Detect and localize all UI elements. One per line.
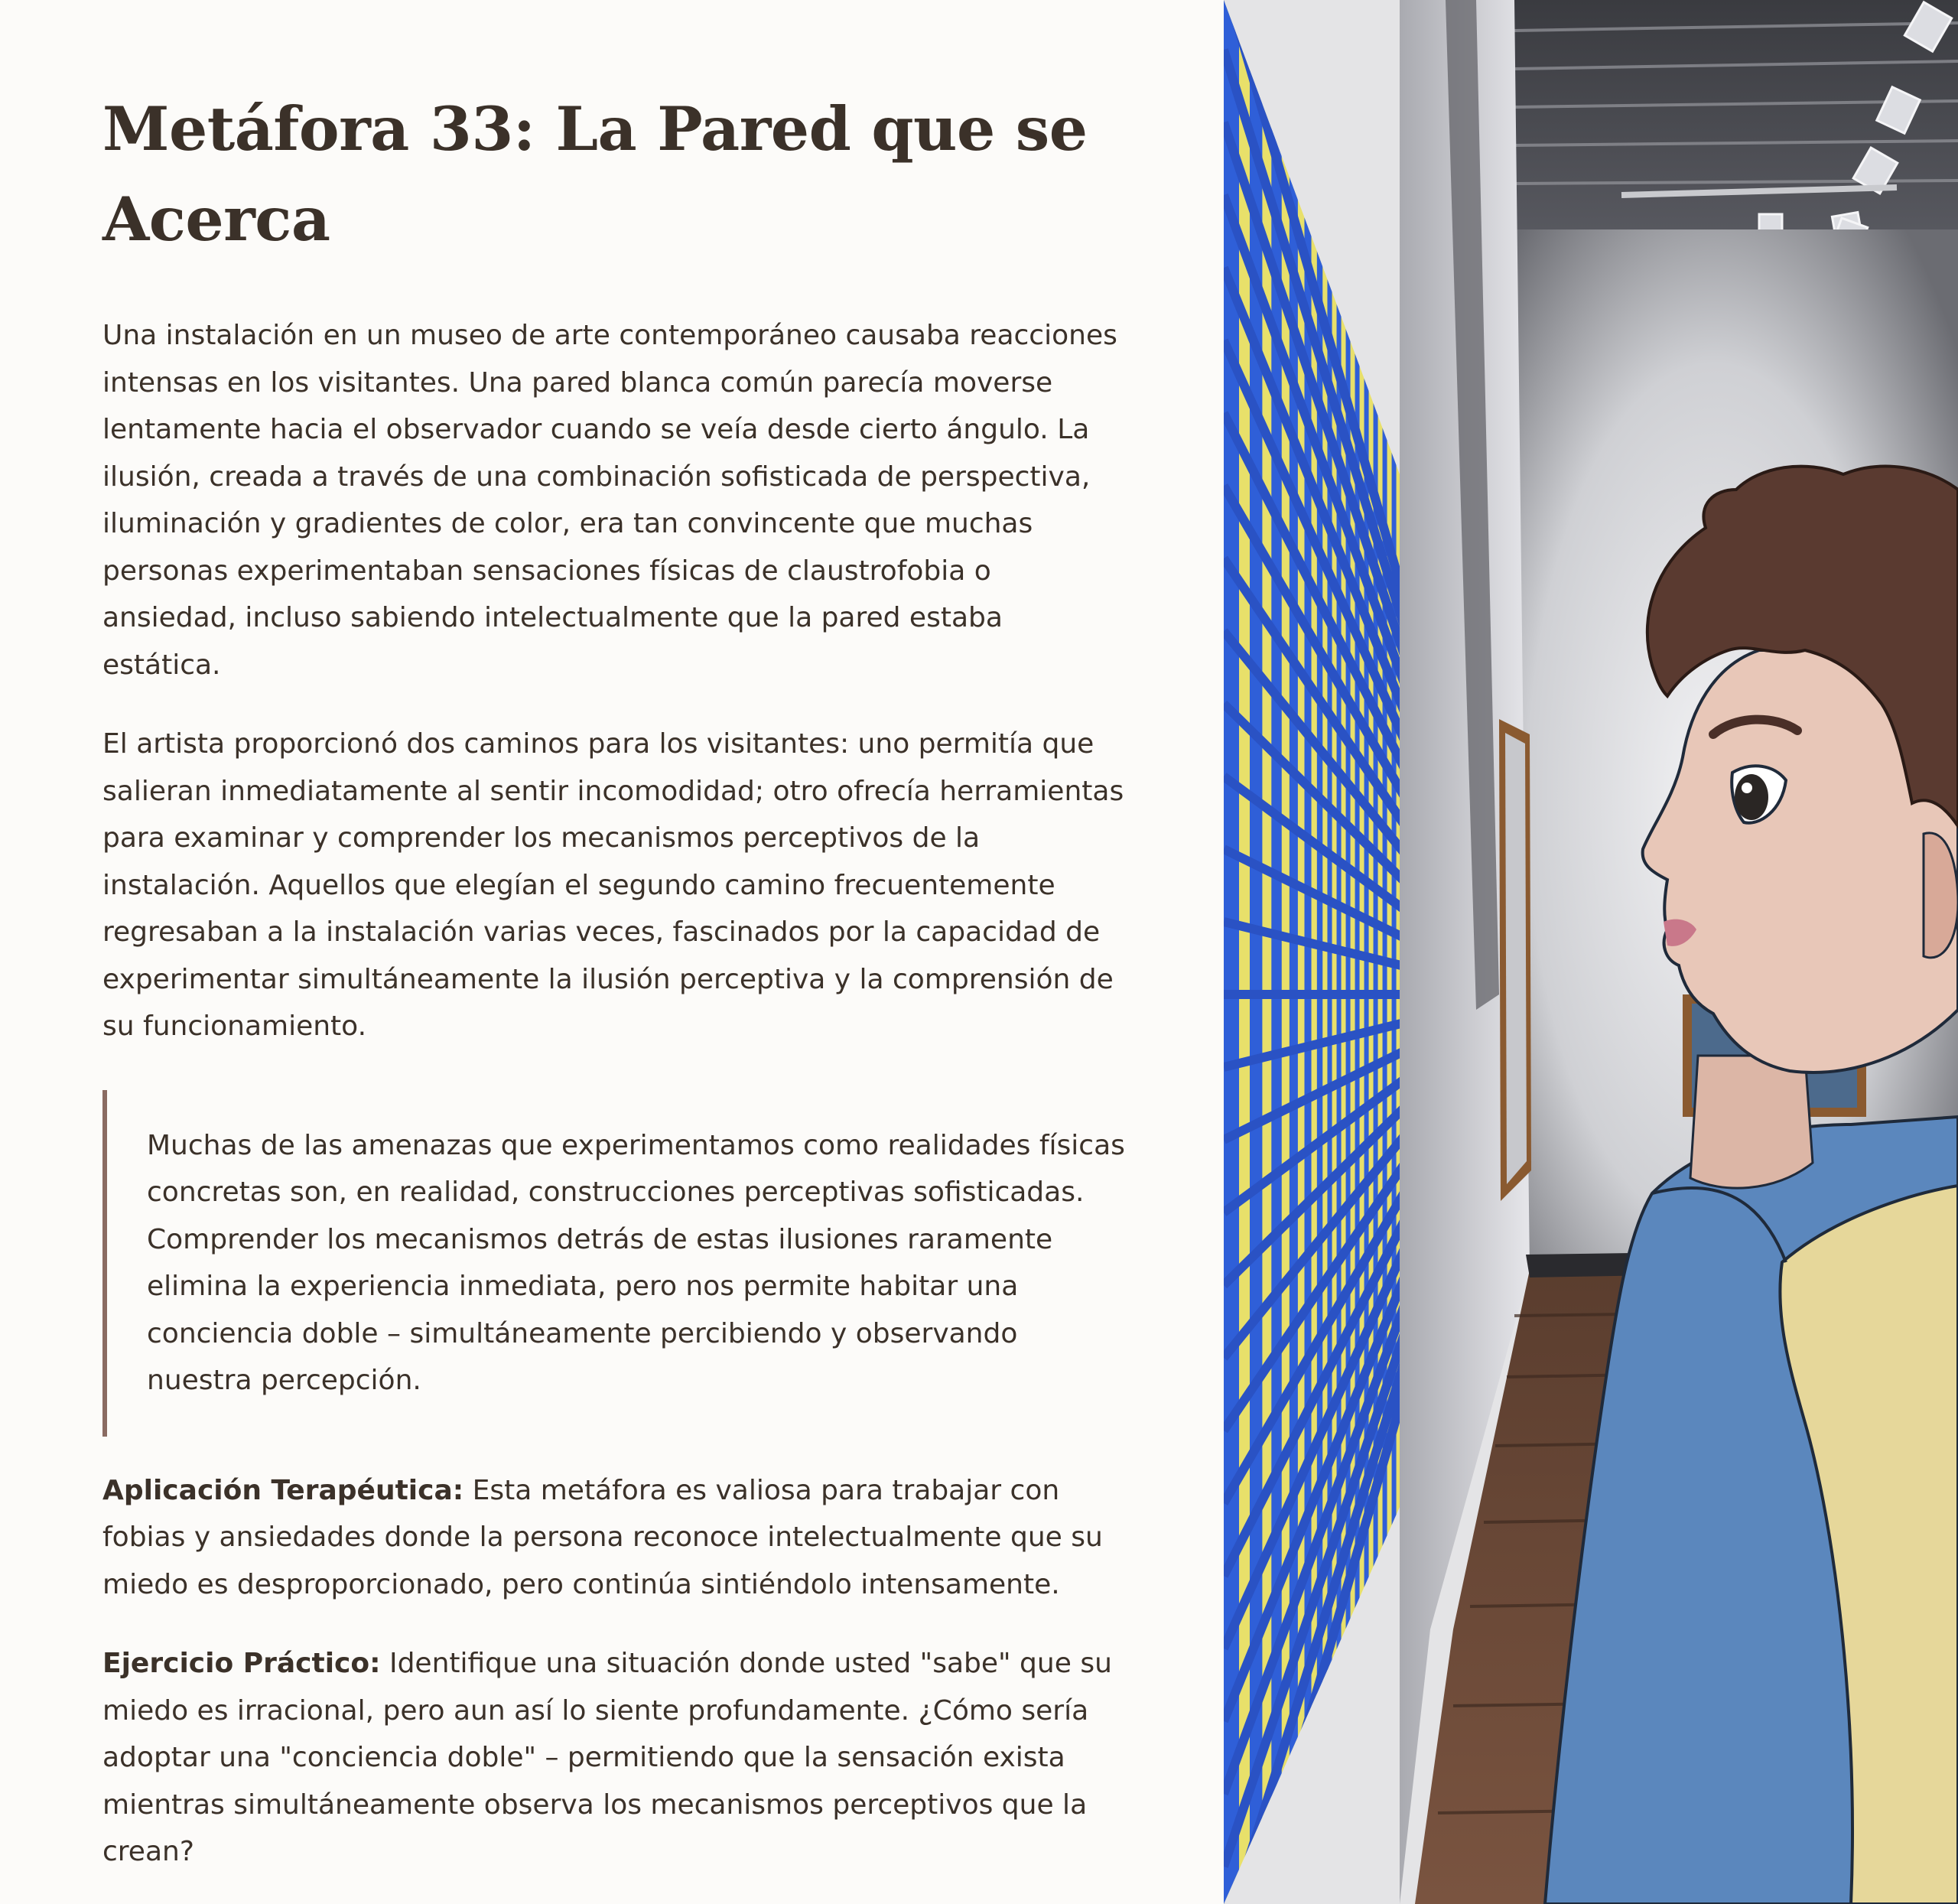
article bbox=[102, 84, 1127, 1876]
practical-exercise bbox=[102, 1640, 1127, 1876]
paragraph-paths: El artista proporcionó dos caminos para los visitantes: uno permitía que salieran inmediatamente al sentir incomodidad; otro ofrecía herramientas para examinar y comprender los mecanismos perceptivos de la instalación. Aquellos que elegían el segundo camino frecuentemente regresaban a la instalación varias veces, fascinados por la capacidad de experimentar simultáneamente la ilusión perceptiva y la comprensión de su funcionamiento. bbox=[102, 728, 1124, 1042]
therapeutic-application-text: Esta metáfora es valiosa para trabajar con fobias y ansiedades donde la persona reconoce intelectualmente que su miedo es desproporcionado, pero continúa sintiéndolo intensamente. bbox=[102, 1474, 1103, 1600]
therapeutic-application bbox=[102, 1467, 1127, 1609]
practical-exercise-text: Identifique una situación donde usted "sabe" que su miedo es irracional, pero aun así lo siente profundamente. ¿Cómo sería adoptar una "conciencia doble" – permitiendo que la sensación exista mientras simultáneamente observa los mecanismos perceptivos que la crean? bbox=[102, 1648, 1112, 1867]
paragraph-intro: Una instalación en un museo de arte contemporáneo causaba reacciones intensas en los visitantes. Una pared blanca común parecía moverse lentamente hacia el observador cuando se veía desde cierto ángulo. La ilusión, creada a través de una combinación sofisticada de perspectiva, iluminación y gradientes de color, era tan convincente que muchas personas experimentaban sensaciones físicas de claustrofobia o ansiedad, incluso sabiendo intelectualmente que la pared estaba estática. bbox=[102, 320, 1117, 681]
therapeutic-application-label: Aplicación Terapéutica: bbox=[102, 1474, 464, 1506]
page-title: Metáfora 33: La Pared que se Acerca bbox=[102, 93, 1088, 255]
gallery-illustration bbox=[1224, 0, 1958, 1904]
quote-block: Muchas de las amenazas que experimentamos como realidades físicas concretas son, en realidad, construcciones perceptivas sofisticadas. Comprender los mecanismos detrás de estas ilusiones raramente elimina la experiencia inmediata, pero nos permite habitar una conciencia doble – simultáneamente percibiendo y observando nuestra percepción. bbox=[102, 1090, 1127, 1437]
practical-exercise-label: Ejercicio Práctico: bbox=[102, 1648, 381, 1679]
